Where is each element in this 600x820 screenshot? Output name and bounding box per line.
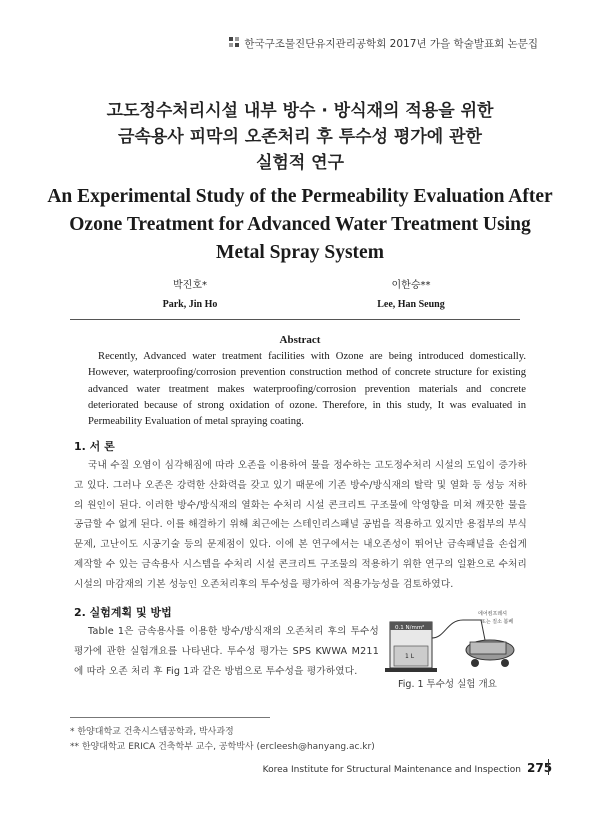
volume-label: 1 L [405, 653, 415, 660]
footnote-divider [70, 717, 270, 718]
pump-label: 또는 질소 봄베 [481, 619, 514, 625]
pump-label: 에어컴프레셔 [478, 611, 507, 617]
author-name-en: Lee, Han Seung [377, 299, 445, 310]
abstract-heading: Abstract [279, 334, 321, 346]
footer-text: Korea Institute for Structural Maintenance and Inspection [262, 765, 521, 775]
english-title-line: Metal Spray System [216, 242, 384, 263]
english-title-line: An Experimental Study of the Permeability Evaluation After [47, 186, 553, 207]
abstract-body: Recently, Advanced water treatment facilities with Ozone are being introduced domestically. However, waterproofing/corrosion prevention construction method of concrete structure for existing advanced water treatment makes waterproofing/corrosion prevention materials and concrete deteriorated because of strong oxidation of ozone. Therefore, in this study, It was evaluated in Permeability Evaluation of metal spraying coating. [88, 351, 526, 428]
section-heading: 2. 실험계획 및 방법 [74, 606, 172, 619]
section-body: Table 1은 금속용사를 이용한 방수/방식재의 오존처리 후의 투수성 평가에 관한 실험개요를 나타낸다. 투수성 평가는 SPS KWWA M211에 따라 오존 처리 후 Fig 1과 같은 방법으로 투수성을 평가하였다. [74, 626, 379, 677]
author-name-ko: 이한승** [391, 280, 431, 291]
section-body: 국내 수질 오염이 심각해짐에 따라 오존을 이용하여 물을 정수하는 고도정수처리 시설의 도입이 증가하고 있다. 그러나 오존은 강력한 산화력을 갖고 있기 때문에 기존 방수/방식재의 탈락 및 열화 등 성능 저하의 원인이 된다. 이러한 방수/방식재의 열화는 수처리 시설 콘크리트 구조물에 악영향을 미쳐 깨끗한 물을 공급할 수 없게 된다. 이를 해결하기 위해 최근에는 스테인리스패널 공법을 적용하고 있지만 용접부의 부식문제, 고난이도 시공기술 등의 문제점이 있다. 이에 본 연구에서는 내오존성이 뛰어난 금속패널을 손쉽게 제작할 수 있는 금속용사 시스템을 수처리 시설 콘크리트 구조물의 적용하기 위한 연구의 일환으로 수처리 시설의 마감재의 기본 성능인 오존처리후의 투수성을 평가하여 적용가능성을 검토하였다. [74, 460, 527, 590]
english-title-line: Ozone Treatment for Advanced Water Treatment Using [69, 214, 531, 235]
author-1 [90, 276, 290, 310]
page-number: 275 [527, 761, 553, 775]
permeability-test-figure [385, 608, 520, 678]
footnote: * 한양대학교 건축시스템공학과, 박사과정 [70, 727, 234, 737]
running-header [229, 36, 538, 51]
korean-title-line: 고도정수처리시설 내부 방수 · 방식재의 적용을 위한 [106, 101, 494, 121]
footnote: ** 한양대학교 ERICA 건축학부 교수, 공학박사 (ercleesh@hanyang.ac.kr) [70, 742, 375, 752]
header-text: 한국구조물진단유지관리공학회 2017년 가을 학술발표회 논문집 [244, 38, 538, 50]
english-title [0, 183, 600, 267]
author-2 [311, 276, 511, 310]
society-logo-icon [229, 37, 240, 51]
figure-caption: Fig. 1 투수성 실험 개요 [398, 679, 497, 690]
korean-title-line: 금속용사 피막의 오존처리 후 투수성 평가에 관한 [118, 127, 482, 147]
korean-title-line: 실험적 연구 [255, 153, 345, 173]
author-name-ko: 박진호* [173, 280, 207, 291]
page-number-bar [548, 759, 549, 775]
pressure-label: 0.1 N/mm² [395, 625, 425, 631]
section-heading: 1. 서 론 [74, 440, 115, 453]
korean-title [0, 98, 600, 176]
author-name-en: Park, Jin Ho [162, 299, 218, 310]
title-divider [70, 319, 520, 320]
